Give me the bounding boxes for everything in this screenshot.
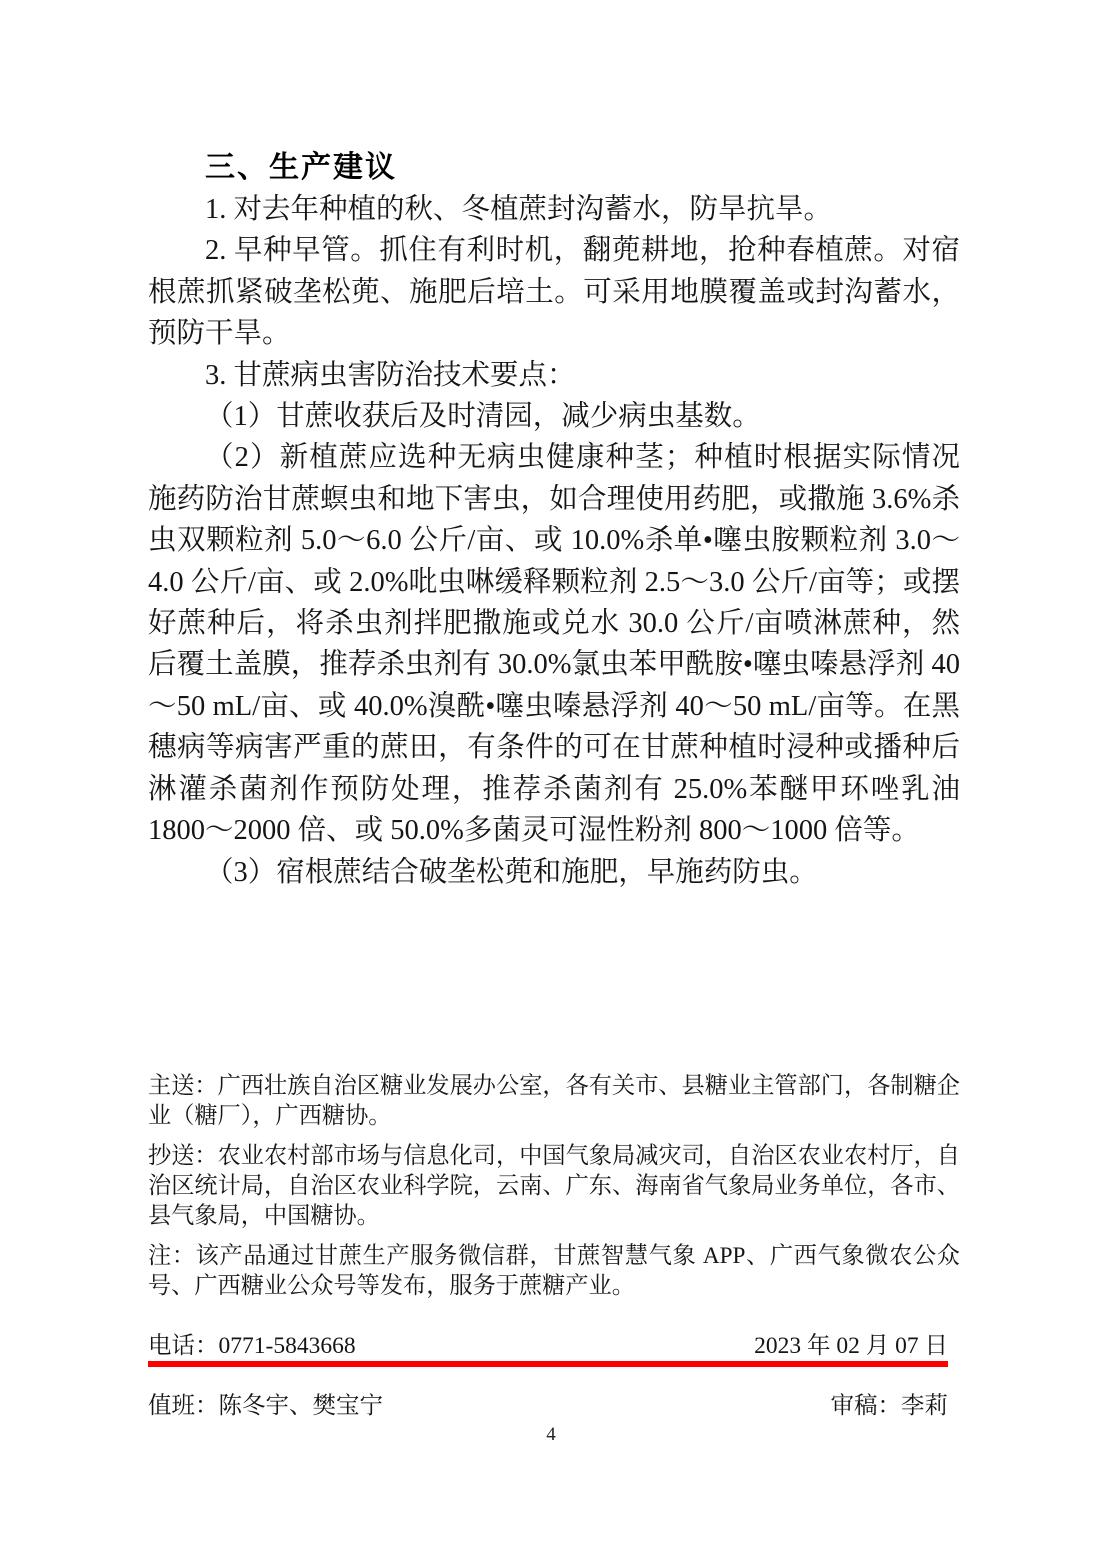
duty-names: 陈冬宇、樊宝宁 — [218, 1393, 383, 1419]
review-name: 李莉 — [901, 1393, 948, 1419]
section-body — [148, 189, 960, 893]
phone-date-row — [148, 1326, 948, 1360]
main-send-line: 主送：广西壮族自治区糖业发展办公室，各有关市、县糖业主管部门，各制糖企业（糖厂），广西糖协。 — [148, 1073, 960, 1129]
section-title: 三、生产建议 — [205, 151, 397, 184]
note-line: 注：该产品通过甘蔗生产服务微信群，甘蔗智慧气象 APP、广西气象微农公众号、广西糖业公众号等发布，服务于蔗糖产业。 — [148, 1243, 960, 1299]
phone-field — [148, 1326, 356, 1360]
phone-number: 0771-5843668 — [218, 1333, 356, 1359]
distribution-block — [148, 1071, 960, 1311]
paragraph-3: 3. 甘蔗病虫害防治技术要点： — [205, 359, 576, 391]
page-number: 4 — [546, 1424, 556, 1445]
review-label: 审稿： — [830, 1393, 901, 1419]
paragraph-2: 2. 早种早管。抓住有利时机，翻蔸耕地，抢种春植蔗。对宿根蔗抓紧破垄松蔸、施肥后培土。可采用地膜覆盖或封沟蓄水，预防干旱。 — [148, 235, 960, 350]
duty-field — [148, 1386, 383, 1420]
paragraph-1: 1. 对去年种植的秋、冬植蔗封沟蓄水，防旱抗旱。 — [205, 194, 833, 225]
red-divider-line — [148, 1361, 948, 1367]
copy-send-line: 抄送：农业农村部市场与信息化司，中国气象局减灾司，自治区农业农村厅，自治区统计局，自治区农业科学院，云南、广东、海南省气象局业务单位，各市、县气象局，中国糖协。 — [148, 1143, 960, 1229]
review-field — [831, 1386, 949, 1420]
duty-review-row — [148, 1386, 948, 1420]
phone-label: 电话： — [148, 1333, 219, 1359]
duty-label: 值班： — [148, 1393, 219, 1419]
paragraph-6: （3）宿根蔗结合破垄松蔸和施肥，早施药防虫。 — [205, 856, 818, 888]
issue-date: 2023 年 02 月 07 日 — [754, 1333, 948, 1359]
paragraph-5: （2）新植蔗应选种无病虫健康种茎；种植时根据实际情况施药防治甘蔗螟虫和地下害虫，如合理使用药肥，或撒施 3.6%杀虫双颗粒剂 5.0～6.0 公斤/亩、或 10.0%杀单•噻虫胺颗粒剂 3.0～4.0 公斤/亩、或 2.0%吡虫啉缓释颗粒剂 2.5～3.0 公斤/亩等；或摆好蔗种后，将杀虫剂拌肥撒施或兑水 30.0 公斤/亩喷淋蔗种，然后覆土盖膜，推荐杀虫剂有 30.0%氯虫苯甲酰胺•噻虫嗪悬浮剂 40～50 mL/亩、或 40.0%溴酰•噻虫嗪悬浮剂 40～50 mL/亩等。在黑穗病等病害严重的蔗田，有条件的可在甘蔗种植时浸种或播种后淋灌杀菌剂作预防处理，推荐杀菌剂有 25.0%苯醚甲环唑乳油 1800～2000 倍、或 50.0%多菌灵可湿性粉剂 800～1000 倍等。 — [148, 442, 960, 847]
paragraph-4: （1）甘蔗收获后及时清园，减少病虫基数。 — [205, 401, 761, 433]
